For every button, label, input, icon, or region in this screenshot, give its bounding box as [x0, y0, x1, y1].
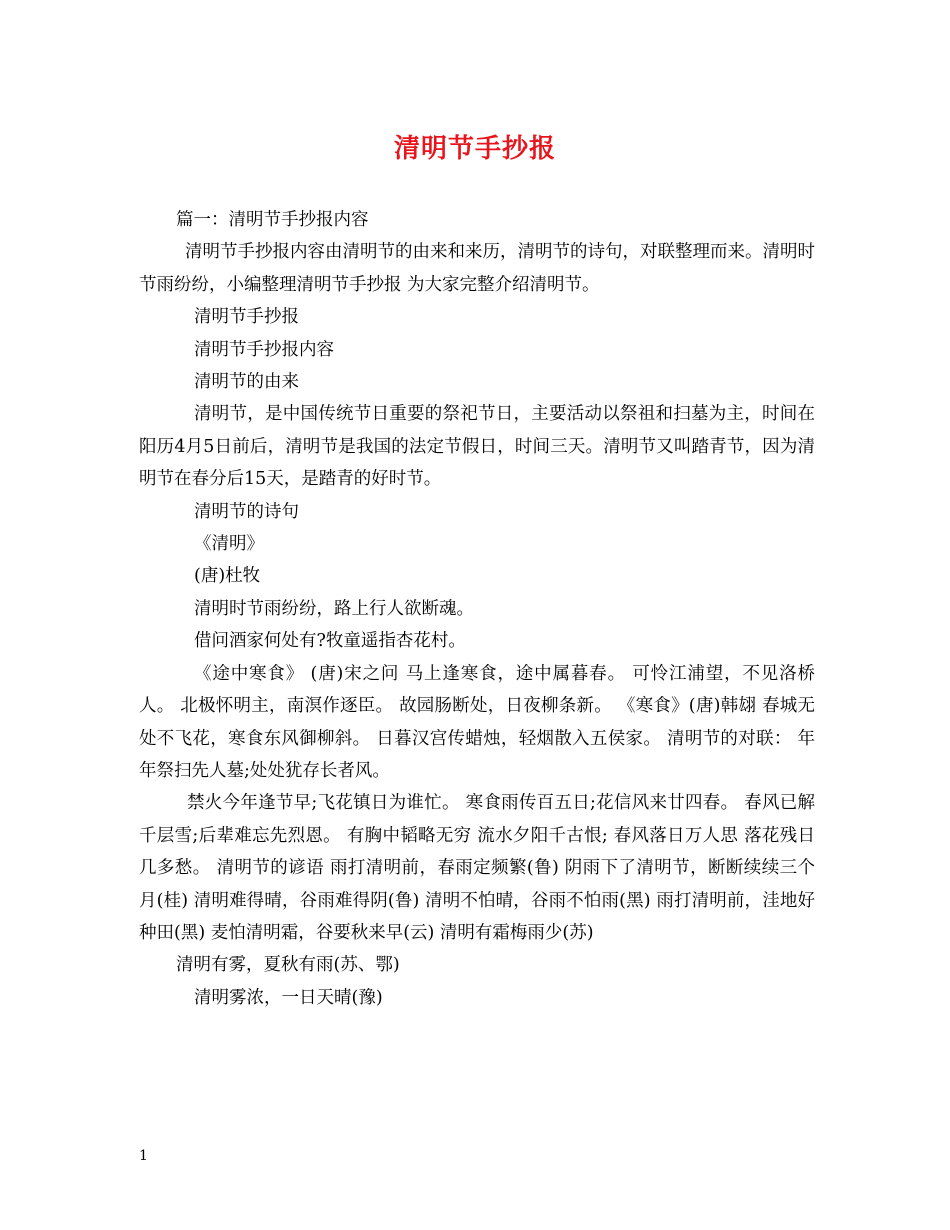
paragraph: 清明节，是中国传统节日重要的祭祀节日，主要活动以祭祖和扫墓为主，时间在阳历4月5日前后，清明节是我国的法定节假日，时间三天。清明节又叫踏青节，因为清明节在春分后15天，是踏青的好时节。: [139, 404, 815, 490]
paragraph: 清明有雾，夏秋有雨(苏、鄂): [176, 955, 400, 976]
paragraph: 清明节手抄报内容由清明节的由来和来历，清明节的诗句，对联整理而来。清明时节雨纷纷，小编整理清明节手抄报 为大家完整介绍清明节。: [139, 242, 815, 295]
paragraph: 清明雾浓，一日天晴(豫): [194, 987, 383, 1008]
page-number: 1: [139, 1148, 148, 1164]
section-heading: 篇一：清明节手抄报内容: [176, 210, 369, 230]
document-body: [139, 204, 815, 1014]
paragraph: 《途中寒食》 (唐)宋之问 马上逢寒食，途中属暮春。 可怜江浦望，不见洛桥人。 北极怀明主，南溟作逐臣。 故园肠断处，日夜柳条新。 《寒食》(唐)韩翃 春城无处不飞花，寒食东风御柳斜。 日暮汉宫传蜡烛，轻烟散入五侯家。 清明节的对联： 年年祭扫先人墓;处处犹存长者风。: [139, 663, 815, 781]
paragraph: 清明节的由来: [194, 372, 299, 393]
paragraph: 禁火今年逢节早;飞花镇日为谁忙。 寒食雨传百五日;花信风来廿四春。 春风已解千层雪;后辈难忘先烈恩。 有胸中韬略无穷 流水夕阳千古恨; 春风落日万人思 落花残日几多愁。 清明节的谚语 雨打清明前，春雨定频繁(鲁) 阴雨下了清明节，断断续续三个月(桂) 清明难得晴，谷雨难得阴(鲁) 清明不怕晴，谷雨不怕雨(黑) 雨打清明前，洼地好种田(黑) 麦怕清明霜，谷要秋来早(云) 清明有霜梅雨少(苏): [139, 793, 815, 943]
poem-title: 《清明》: [194, 534, 264, 555]
document-title: 清明节手抄报: [393, 134, 556, 164]
poem-line: 借问酒家何处有?牧童遥指杏花村。: [194, 631, 466, 652]
poem-author: (唐)杜牧: [194, 566, 261, 587]
poem-line: 清明时节雨纷纷，路上行人欲断魂。: [194, 598, 474, 619]
paragraph: 清明节手抄报: [194, 307, 299, 328]
paragraph: 清明节手抄报内容: [194, 339, 334, 360]
paragraph: 清明节的诗句: [194, 501, 299, 522]
